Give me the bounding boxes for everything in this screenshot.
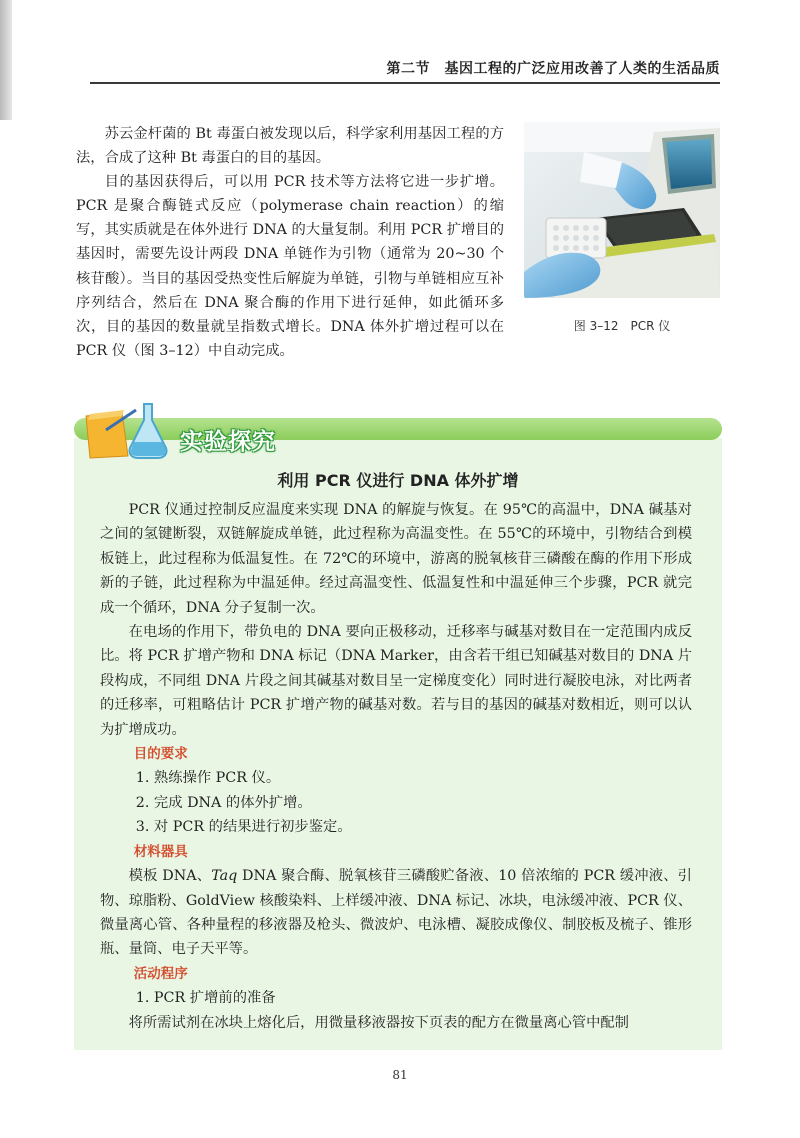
goal-item: 2. 完成 DNA 的体外扩增。: [135, 794, 312, 811]
experiment-body: [100, 498, 692, 1035]
header-rule: [90, 82, 720, 84]
figure-caption: 图 3–12 PCR 仪: [573, 319, 671, 333]
goals-heading: 目的要求: [133, 746, 188, 763]
experiment-paragraph-1: PCR 仪通过控制反应温度来实现 DNA 的解旋与恢复。在 95℃的高温中，DNA 碱基对之间的氢键断裂，双链解旋成单链，此过程称为高温变性。在 55℃的环境中，引物结合到模板链上，此过程称为低温复性。在 72℃的环境中，游离的脱氧核苷三磷酸在酶的作用下形成新的子链，此过程称为中温延伸。经过高温变性、低温复性和中温延伸三个步骤，PCR 就完成一个循环，DNA 分子复制一次。: [100, 502, 692, 616]
intro-paragraph-1: 苏云金杆菌的 Bt 毒蛋白被发现以后，科学家利用基因工程的方法，合成了这种 Bt 毒蛋白的目的基因。: [76, 126, 504, 167]
taq-italic: Taq: [211, 868, 238, 885]
page-number: 81: [392, 1068, 408, 1082]
materials-text: [100, 864, 692, 962]
page-header: [0, 0, 800, 90]
experiment-heading: 实验探究: [180, 429, 276, 455]
materials-heading: 材料器具: [133, 843, 188, 860]
materials-text-start: 模板 DNA、: [128, 868, 212, 885]
procedure-text: 将所需试剂在冰块上熔化后，用微量移液器按下页表的配方在微量离心管中配制: [128, 1014, 629, 1031]
procedure-heading: 活动程序: [133, 965, 188, 982]
procedure-step: 1. PCR 扩增前的准备: [135, 990, 276, 1007]
section-title: 第二节 基因工程的广泛应用改善了人类的生活品质: [386, 61, 720, 77]
experiment-paragraph-2: 在电场的作用下，带负电的 DNA 要向正极移动，迁移率与碱基对数目在一定范围内成反比。将 PCR 扩增产物和 DNA 标记（DNA Marker，由含若干组已知碱基对数目的 DNA 片段构成，不同组 DNA 片段之间其碱基对数目呈一定梯度变化）同时进行凝胶电泳，对比两者的迁移率，可粗略估计 PCR 扩增产物的碱基对数。若与目的基因的碱基对数相近，则可以认为扩增成功。: [100, 624, 692, 738]
goal-item: 1. 熟练操作 PCR 仪。: [135, 770, 281, 787]
experiment-title: 利用 PCR 仪进行 DNA 体外扩增: [277, 471, 519, 490]
goal-item: 3. 对 PCR 的结果进行初步鉴定。: [135, 819, 352, 836]
pcr-machine-photo: [524, 122, 720, 298]
lab-flask-icon: [78, 396, 178, 462]
intro-paragraph-2: 目的基因获得后，可以用 PCR 技术等方法将它进一步扩增。PCR 是聚合酶链式反应（polymerase chain reaction）的缩写，其实质就是在体外进行 DNA 的大量复制。利用 PCR 扩增目的基因时，需要先设计两段 DNA 单链作为引物（通常为 20~30 个核苷酸）。当目的基因受热变性后解旋为单链，引物与单链相应互补序列结合，然后在 DNA 聚合酶的作用下进行延伸，如此循环多次，目的基因的数量就呈指数式增长。DNA 体外扩增过程可以在 PCR 仪（图 3–12）中自动完成。: [76, 174, 504, 359]
intro-text: [76, 122, 504, 363]
materials-text-rest: DNA 聚合酶、脱氧核苷三磷酸贮备液、10 倍浓缩的 PCR 缓冲液、引物、琼脂粉、GoldView 核酸染料、上样缓冲液、DNA 标记、冰块，电泳缓冲液、PCR 仪、微量离心管、各种量程的移液器及枪头、微波炉、电泳槽、凝胶成像仪、制胶板及梳子、锥形瓶、量筒、电子天平等。: [100, 868, 692, 958]
